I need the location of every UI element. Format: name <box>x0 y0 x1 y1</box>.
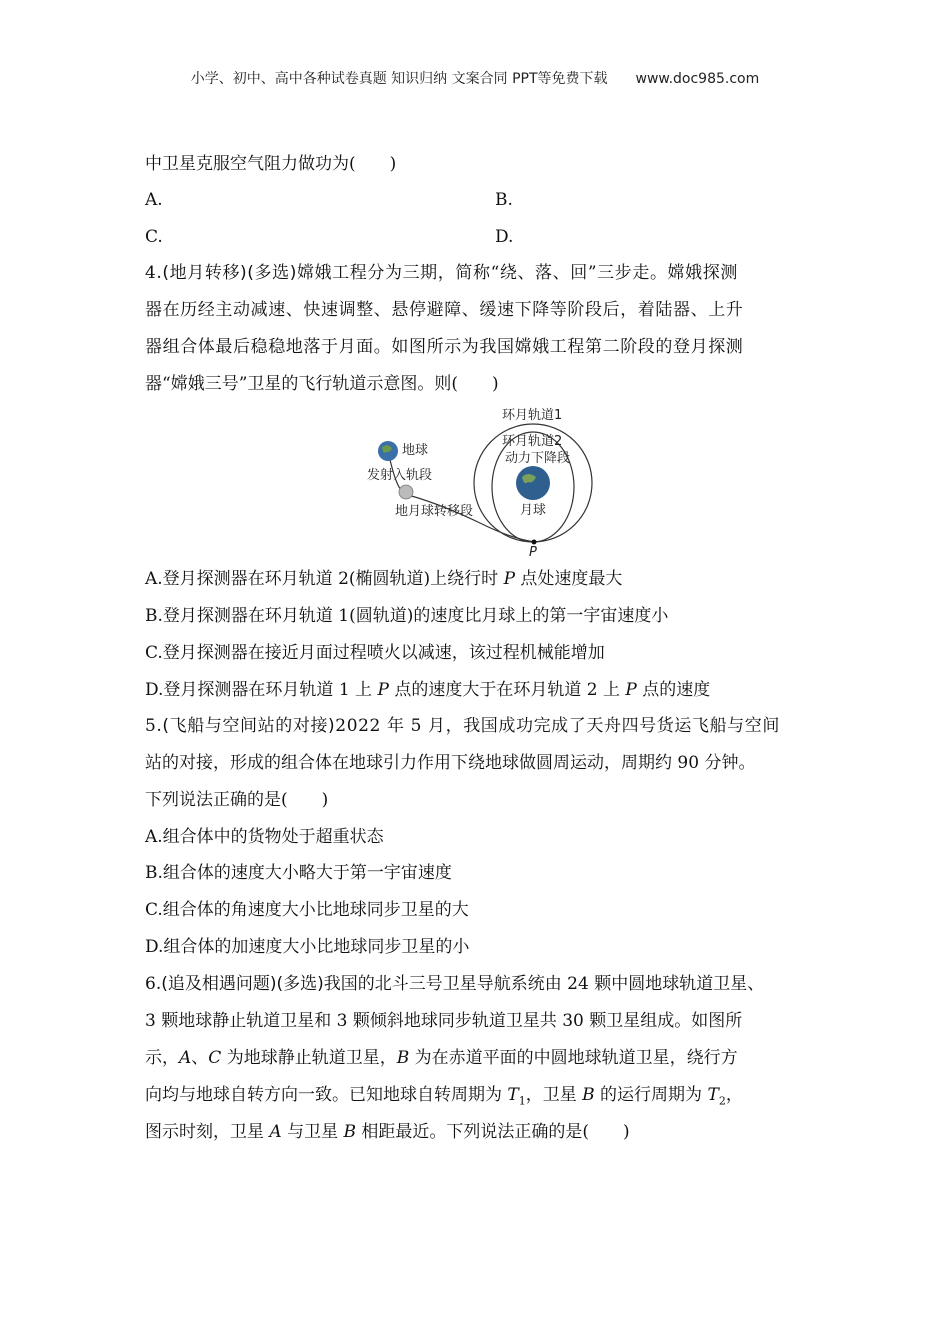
q6-l4-a: 向均与地球自转方向一致。已知地球自转周期为 <box>145 1085 508 1105</box>
q5-text-1: 2022 年 5 月，我国成功完成了天舟四号货运飞船与空间 <box>335 716 780 736</box>
q6-l4-var-t1: T <box>507 1085 519 1105</box>
q6-l5-b: 与卫星 <box>281 1122 344 1142</box>
label-descent: 动力下降段 <box>505 451 571 466</box>
q6-l3-b: 、 <box>191 1048 209 1068</box>
q6-l4-d: ， <box>725 1085 743 1105</box>
q6-l4-var-b: B <box>582 1085 595 1105</box>
q5-line-2: 站的对接，形成的组合体在地球引力作用下绕地球做圆周运动，周期约 90 分钟。 <box>145 753 756 773</box>
q6-l4-c: 的运行周期为 <box>594 1085 708 1105</box>
q6-line-4 <box>145 1084 743 1112</box>
q6-line-5 <box>145 1121 630 1143</box>
q4-line-3: 器组合体最后稳稳地落于月面。如图所示为我国嫦娥工程第二阶段的登月探测 <box>145 337 744 357</box>
q4-option-b: B.登月探测器在环月轨道 1(圆轨道)的速度比月球上的第一宇宙速度小 <box>145 606 669 626</box>
q5-tag: (飞船与空间站的对接) <box>162 716 336 736</box>
point-p-dot <box>532 540 537 545</box>
q3-option-c: C. <box>145 227 163 247</box>
q4-option-c: C.登月探测器在接近月面过程喷火以减速，该过程机械能增加 <box>145 643 605 663</box>
label-orbit-2: 环月轨道2 <box>502 434 563 449</box>
q6-l5-a: 图示时刻，卫星 <box>145 1122 270 1142</box>
q6-l3-var-a: A <box>179 1048 192 1068</box>
q6-line-2: 3 颗地球静止轨道卫星和 3 颗倾斜地球同步轨道卫星共 30 颗卫星组成。如图所 <box>145 1011 743 1031</box>
q5-option-d: D.组合体的加速度大小比地球同步卫星的小 <box>145 937 470 957</box>
q5-option-a: A.组合体中的货物处于超重状态 <box>145 827 384 847</box>
q6-line-1 <box>145 973 764 995</box>
q4-option-a <box>145 568 622 590</box>
label-orbit-1: 环月轨道1 <box>502 408 563 423</box>
q4-multi: (多选) <box>247 263 297 283</box>
label-transfer: 地月球转移段 <box>395 504 474 519</box>
header-text: 小学、初中、高中各种试卷真题 知识归纳 文案合同 PPT等免费下载 <box>190 71 608 87</box>
q3-stem-tail: 中卫星克服空气阻力做功为( ) <box>145 154 397 174</box>
q6-l3-d: 为在赤道平面的中圆地球轨道卫星，绕行方 <box>409 1048 738 1068</box>
q6-l4-sub-1: 1 <box>518 1094 526 1108</box>
q4-option-d-1: D.登月探测器在环月轨道 1 上 <box>145 680 378 700</box>
header-url[interactable]: www.doc985.com <box>635 71 760 87</box>
label-point-p: P <box>529 545 537 558</box>
q3-option-a: A. <box>145 190 163 210</box>
q5-option-b: B.组合体的速度大小略大于第一宇宙速度 <box>145 863 452 883</box>
q4-option-d-var2: P <box>625 680 637 700</box>
q4-option-a-pre: A.登月探测器在环月轨道 2(椭圆轨道)上绕行时 <box>145 569 504 589</box>
q6-l5-var-a: A <box>269 1122 282 1142</box>
orbit-diagram <box>360 403 620 558</box>
label-launch: 发射入轨段 <box>367 468 433 483</box>
q4-option-d-2: 点的速度大于在环月轨道 2 上 <box>388 680 626 700</box>
page-header <box>0 68 950 88</box>
q4-text-1: 嫦娥工程分为三期，简称“绕、落、回”三步走。嫦娥探测 <box>296 263 738 283</box>
probe-icon <box>399 485 413 499</box>
q6-l3-a: 示， <box>145 1048 179 1068</box>
q4-option-d <box>145 679 710 701</box>
q6-line-3 <box>145 1047 738 1069</box>
q5-number: 5. <box>145 716 163 736</box>
q6-l3-var-b: B <box>396 1048 410 1068</box>
q5-line-1 <box>145 715 780 737</box>
q3-option-b: B. <box>495 190 513 210</box>
q4-option-a-post: 点处速度最大 <box>515 569 623 589</box>
q4-option-a-var: P <box>503 569 516 589</box>
q6-tag: (追及相遇问题) <box>161 974 277 994</box>
q4-line-4: 器“嫦娥三号”卫星的飞行轨道示意图。则( ) <box>145 374 499 394</box>
q4-line-1 <box>145 262 738 284</box>
q6-l5-var-b: B <box>343 1122 356 1142</box>
q4-option-d-3: 点的速度 <box>636 680 711 700</box>
moon-icon <box>516 466 550 500</box>
orbit-svg <box>360 403 620 558</box>
q6-l4-var-t2: T <box>707 1085 719 1105</box>
q6-multi: (多选) <box>276 974 324 994</box>
q6-l4-sub-2: 2 <box>718 1094 726 1108</box>
q6-l3-c: 为地球静止轨道卫星， <box>221 1048 397 1068</box>
q6-l4-b: ，卫星 <box>525 1085 583 1105</box>
label-moon: 月球 <box>520 503 547 518</box>
q6-text-1: 我国的北斗三号卫星导航系统由 24 颗中圆地球轨道卫星、 <box>323 974 765 994</box>
q6-l3-var-c: C <box>208 1048 222 1068</box>
q6-l5-c: 相距最近。下列说法正确的是( ) <box>356 1122 630 1142</box>
q4-tag: (地月转移) <box>162 263 248 283</box>
label-earth: 地球 <box>402 443 429 458</box>
q3-option-d: D. <box>495 227 514 247</box>
q5-line-3: 下列说法正确的是( ) <box>145 790 329 810</box>
q6-number: 6. <box>145 974 162 994</box>
q4-option-d-var1: P <box>377 680 389 700</box>
q5-option-c: C.组合体的角速度大小比地球同步卫星的大 <box>145 900 469 920</box>
q4-number: 4. <box>145 263 163 283</box>
q4-line-2: 器在历经主动减速、快速调整、悬停避障、缓速下降等阶段后，着陆器、上升 <box>145 300 744 320</box>
